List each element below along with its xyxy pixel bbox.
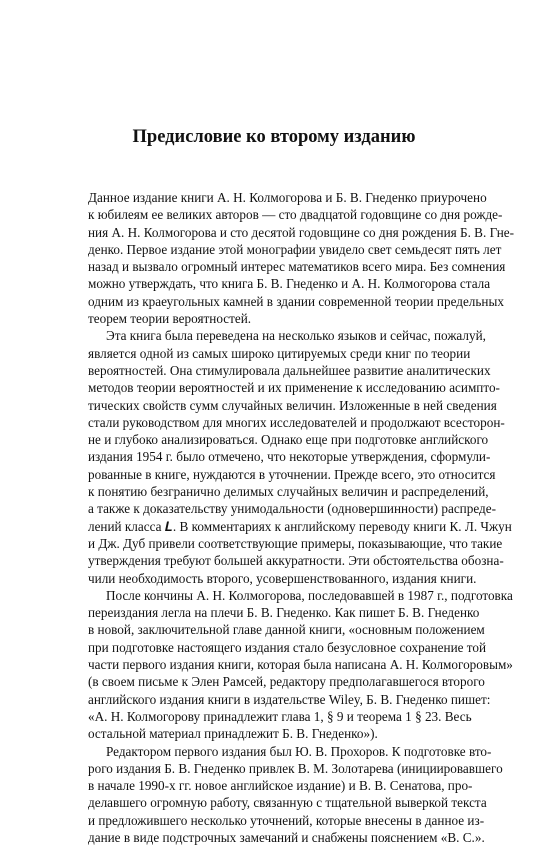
text-line: английского издания книги в издательстве Wiley, Б. В. Гнеденко пишет: <box>88 691 460 708</box>
text-line: чили необходимость второго, усовершенствованного, издания книги. <box>88 570 460 587</box>
text-line: не и глубоко анализироваться. Однако еще при подготовке английского <box>88 431 460 448</box>
text-line: к юбилеям ее великих авторов — сто двадцатой годовщине со дня рожде- <box>88 206 460 223</box>
text-line: рого издания Б. В. Гнеденко привлек В. М. Золотарева (инициировавшего <box>88 760 460 777</box>
text-line: Редактором первого издания был Ю. В. Прохоров. К подготовке вто- <box>88 743 460 760</box>
text-line: делавшего огромную работу, связанную с тщательной выверкой текста <box>88 794 460 811</box>
text-line: лений класса 𝑳. В комментариях к английскому переводу книги К. Л. Чжун <box>88 518 460 535</box>
text-line: части первого издания книги, которая была написана А. Н. Колмогоровым» <box>88 656 460 673</box>
text-line: стали руководством для многих исследователей и продолжают всесторон- <box>88 414 460 431</box>
text-line: назад и вызвало огромный интерес математиков всего мира. Без сомнения <box>88 258 460 275</box>
preface-body <box>88 189 460 846</box>
text-line: рованные в книге, нуждаются в уточнении. Прежде всего, это относится <box>88 466 460 483</box>
text-line: в начале 1990-х гг. новое английское издание) и В. В. Сенатова, про- <box>88 777 460 794</box>
text-line: (в своем письме к Элен Рамсей, редактору предполагавшегося второго <box>88 673 460 690</box>
paragraph <box>88 189 460 327</box>
text-line: утверждения требуют большей аккуратности. Эти обстоятельства обозна- <box>88 552 460 569</box>
text-line: при подготовке настоящего издания стало безусловное сохранение той <box>88 639 460 656</box>
text-line: методов теории вероятностей и их применение к исследованию асимпто- <box>88 379 460 396</box>
text-line: и предложившего несколько уточнений, которые внесены в данное из- <box>88 812 460 829</box>
text-line: ния А. Н. Колмогорова и сто десятой годовщине со дня рождения Б. В. Гне- <box>88 224 460 241</box>
text-line: вероятностей. Она стимулировала дальнейшее развитие аналитических <box>88 362 460 379</box>
text-line: издания 1954 г. было отмечено, что некоторые утверждения, сформули- <box>88 448 460 465</box>
text-line: теорем теории вероятностей. <box>88 310 460 327</box>
text-line: Данное издание книги А. Н. Колмогорова и Б. В. Гнеденко приурочено <box>88 189 460 206</box>
paragraph <box>88 743 460 846</box>
text-line: переиздания легла на плечи Б. В. Гнеденко. Как пишет Б. В. Гнеденко <box>88 604 460 621</box>
text-line: является одной из самых широко цитируемых среди книг по теории <box>88 345 460 362</box>
paragraph <box>88 327 460 586</box>
text-line: Эта книга была переведена на несколько языков и сейчас, пожалуй, <box>88 327 460 344</box>
page-title: Предисловие ко второму изданию <box>0 126 548 148</box>
text-line: одним из краеугольных камней в здании современной теории предельных <box>88 293 460 310</box>
text-line: После кончины А. Н. Колмогорова, последовавшей в 1987 г., подготовка <box>88 587 460 604</box>
text-line: можно утверждать, что книга Б. В. Гнеденко и А. Н. Колмогорова стала <box>88 275 460 292</box>
text-line: «А. Н. Колмогорову принадлежит глава 1, § 9 и теорема 1 § 23. Весь <box>88 708 460 725</box>
text-line: к понятию безгранично делимых случайных величин и распределений, <box>88 483 460 500</box>
paragraph <box>88 587 460 743</box>
text-line: дание в виде подстрочных замечаний и снабжены пояснением «В. С.». <box>88 829 460 846</box>
text-line: в новой, заключительной главе данной книги, «основным положением <box>88 621 460 638</box>
text-line: остальной материал принадлежит Б. В. Гнеденко»). <box>88 725 460 742</box>
text-line: а также к доказательству унимодальности (одновершинности) распреде- <box>88 500 460 517</box>
text-line: тических свойств сумм случайных величин. Изложенные в ней сведения <box>88 397 460 414</box>
text-line: и Дж. Дуб привели соответствующие примеры, показывающие, что такие <box>88 535 460 552</box>
text-line: денко. Первое издание этой монографии увидело свет семьдесят пять лет <box>88 241 460 258</box>
